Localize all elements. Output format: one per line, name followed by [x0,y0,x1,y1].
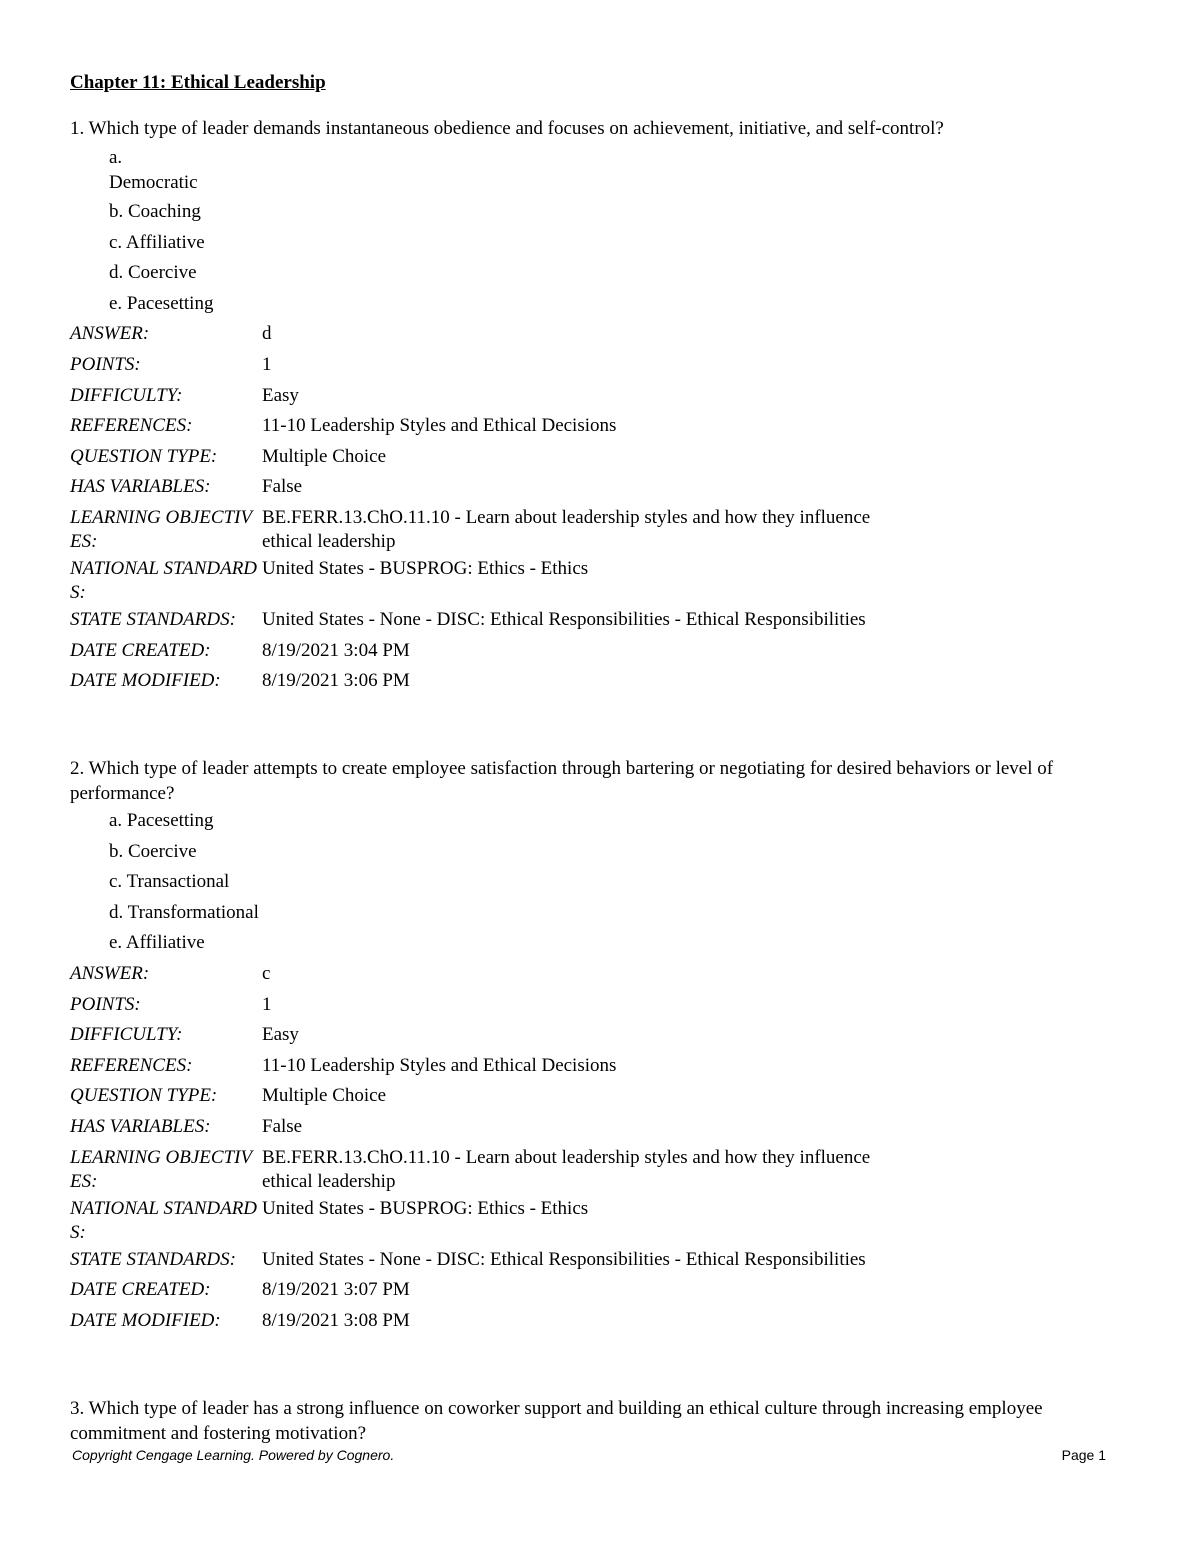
meta-state-standards: STATE STANDARDS: United States - None - DISC: Ethical Responsibilities - Ethical Responsibilities [70,1248,866,1270]
question-1 [70,116,1130,697]
meta-difficulty: DIFFICULTY: Easy [70,1024,299,1046]
meta-has-variables: HAS VARIABLES: False [70,1115,303,1137]
meta-references: REFERENCES: 11-10 Leadership Styles and Ethical Decisions [70,415,617,437]
choice-b: b. Coercive [109,840,197,862]
question-metadata [70,319,1130,696]
choice-e: e. Pacesetting [109,292,214,314]
meta-points: POINTS: 1 [70,353,272,375]
meta-points: POINTS: 1 [70,993,272,1015]
choice-d: d. Transformational [109,901,259,923]
choice-e: e. Affiliative [109,932,205,954]
meta-state-standards: STATE STANDARDS: United States - None - DISC: Ethical Responsibilities - Ethical Responsibilities [70,608,866,630]
meta-answer: ANSWER: c [70,962,271,984]
meta-references: REFERENCES: 11-10 Leadership Styles and Ethical Decisions [70,1054,617,1076]
choice-list [70,141,1130,319]
copyright-text: Copyright Cengage Learning. Powered by Cognero. [72,1447,395,1463]
question-text: 2. Which type of leader attempts to create employee satisfaction through bartering or negotiating for desired behaviors or level of performance? [70,758,1054,804]
choice-b: b. Coaching [109,201,201,222]
meta-date-modified: DATE MODIFIED: 8/19/2021 3:08 PM [70,1309,410,1331]
question-text: 1. Which type of leader demands instantaneous obedience and focuses on achievement, initiative, and self-control? [70,118,944,139]
meta-learning-objectives: LEARNING OBJECTIVES: BE.FERR.13.ChO.11.10 - Learn about leadership styles and how they influence ethical leadership [70,506,871,552]
meta-question-type: QUESTION TYPE: Multiple Choice [70,1085,387,1107]
choice-d: d. Coercive [109,262,197,284]
question-metadata [70,959,1130,1336]
meta-national-standards: NATIONAL STANDARDS: United States - BUSPROG: Ethics - Ethics [70,1197,589,1243]
page-footer [72,1447,1106,1463]
question-3 [70,1396,1130,1446]
meta-answer: ANSWER: d [70,323,272,345]
meta-date-created: DATE CREATED: 8/19/2021 3:04 PM [70,639,410,661]
choice-a: a. Democratic [109,147,198,193]
page-number: Page 1 [1061,1447,1106,1463]
meta-date-modified: DATE MODIFIED: 8/19/2021 3:06 PM [70,670,410,692]
question-2 [70,756,1130,1336]
meta-question-type: QUESTION TYPE: Multiple Choice [70,445,387,467]
choice-c: c. Transactional [109,871,230,893]
meta-has-variables: HAS VARIABLES: False [70,476,303,498]
choice-a: a. Pacesetting [109,810,214,831]
meta-difficulty: DIFFICULTY: Easy [70,384,299,406]
meta-national-standards: NATIONAL STANDARDS: United States - BUSPROG: Ethics - Ethics [70,557,589,603]
choice-c: c. Affiliative [109,231,205,253]
chapter-title: Chapter 11: Ethical Leadership [70,72,326,93]
question-text: 3. Which type of leader has a strong influence on coworker support and building an ethical culture through increasing employee commitment and fostering motivation? [70,1398,1043,1444]
meta-learning-objectives: LEARNING OBJECTIVES: BE.FERR.13.ChO.11.10 - Learn about leadership styles and how they influence ethical leadership [70,1146,871,1192]
meta-date-created: DATE CREATED: 8/19/2021 3:07 PM [70,1279,410,1301]
choice-list [70,806,1130,959]
